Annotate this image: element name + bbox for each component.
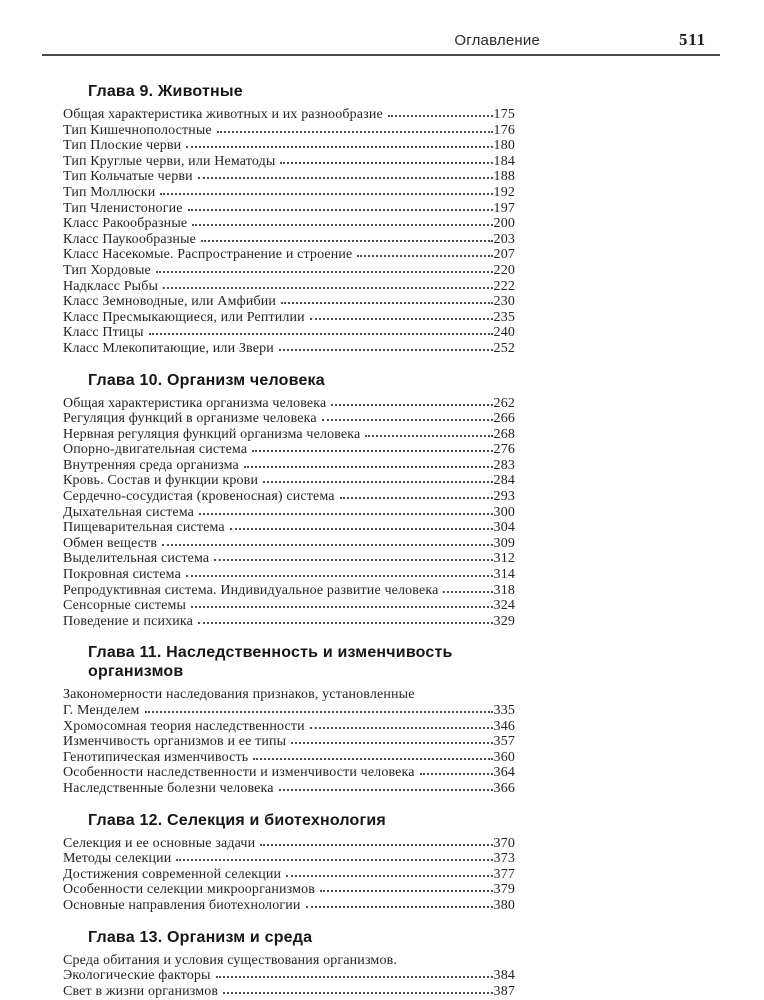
toc-entry	[63, 279, 515, 295]
entry-page-number: 276	[493, 442, 515, 458]
dot-leader	[192, 224, 492, 226]
entry-title: Тип Моллюски	[63, 184, 156, 200]
entry-title: Обмен веществ	[63, 535, 158, 551]
entry-title: Класс Земноводные, или Амфибии	[63, 294, 277, 310]
toc-entry	[63, 882, 515, 898]
entry-title: Тип Членистоногие	[63, 200, 183, 216]
entry-title: Генотипическая изменчивость	[63, 749, 249, 765]
entry-page-number: 346	[493, 718, 515, 734]
entry-page-number: 357	[493, 734, 515, 750]
dot-leader	[388, 115, 493, 117]
entry-title: Экологические факторы	[63, 968, 211, 984]
entry-page-number: 283	[493, 457, 515, 473]
dot-leader	[186, 575, 493, 577]
entry-title: Надкласс Рыбы	[63, 278, 159, 294]
toc-entry	[63, 310, 515, 326]
toc-entry	[63, 750, 515, 766]
dot-leader	[156, 271, 493, 273]
toc-entry	[63, 396, 515, 412]
toc-entry	[63, 201, 515, 217]
entry-title: Особенности наследственности и изменчивости человека	[63, 765, 415, 781]
chapter-entries	[63, 836, 515, 914]
entry-page-number: 387	[493, 983, 515, 999]
dot-leader	[217, 131, 493, 133]
entry-title: Тип Плоские черви	[63, 138, 182, 154]
entry-page-number: 207	[493, 247, 515, 263]
chapter-title-line: Глава 9. Животные	[88, 83, 243, 100]
toc-entry	[63, 984, 515, 1000]
entry-page-number: 384	[493, 968, 515, 984]
entry-title: Особенности селекции микроорганизмов	[63, 882, 316, 898]
entry-page-number: 252	[493, 340, 515, 356]
toc-entry	[63, 247, 515, 263]
dot-leader	[163, 287, 492, 289]
toc-entry	[63, 473, 515, 489]
chapter-title	[63, 811, 515, 830]
toc-entry	[63, 765, 515, 781]
dot-leader	[331, 404, 492, 406]
entry-page-number: 324	[493, 598, 515, 614]
entry-title: Регуляция функций в организме человека	[63, 411, 317, 427]
entry-title: Нервная регуляция функций организма человека	[63, 426, 361, 442]
entry-page-number: 314	[493, 567, 515, 583]
entry-title: Тип Хордовые	[63, 262, 151, 278]
dot-leader	[310, 318, 493, 320]
toc-entry	[63, 263, 515, 279]
dot-leader	[263, 481, 492, 483]
dot-leader	[281, 302, 493, 304]
toc-entry	[63, 123, 515, 139]
toc-entry	[63, 567, 515, 583]
dot-leader	[230, 528, 493, 530]
chapter-title-line: Глава 12. Селекция и биотехнология	[88, 811, 386, 829]
entry-title: Тип Круглые черви, или Нематоды	[63, 153, 276, 169]
entry-page-number: 197	[493, 200, 515, 216]
dot-leader	[253, 758, 492, 760]
toc-list	[63, 82, 515, 999]
dot-leader	[201, 240, 493, 242]
toc-entry	[63, 505, 515, 521]
dot-leader	[279, 349, 493, 351]
toc-chapter	[63, 82, 515, 357]
entry-title: Покровная система	[63, 567, 181, 583]
toc-entry	[63, 898, 515, 914]
toc-entry	[63, 583, 515, 599]
header-rule	[42, 54, 720, 56]
toc-entry	[63, 442, 515, 458]
toc-entry	[63, 458, 515, 474]
dot-leader	[176, 859, 492, 861]
toc-entry	[63, 968, 515, 984]
toc-entry	[63, 232, 515, 248]
chapter-title	[63, 928, 515, 947]
dot-leader	[443, 591, 492, 593]
toc-entry	[63, 867, 515, 883]
chapter-title-line: Глава 10. Организм человека	[88, 371, 325, 389]
entry-title: Методы селекции	[63, 851, 172, 867]
toc-chapter	[63, 371, 515, 630]
entry-page-number: 360	[493, 749, 515, 765]
entry-page-number: 266	[493, 411, 515, 427]
toc-entry	[63, 107, 515, 123]
toc-chapter	[63, 928, 515, 1000]
entry-title: Поведение и психика	[63, 613, 194, 629]
entry-title: Тип Кольчатые черви	[63, 169, 193, 185]
dot-leader	[198, 177, 493, 179]
entry-page-number: 262	[493, 395, 515, 411]
entry-page-number: 200	[493, 216, 515, 232]
entry-page-number: 175	[493, 107, 515, 122]
entry-page-number: 184	[493, 153, 515, 169]
toc-entry	[63, 427, 515, 443]
toc-entry	[63, 520, 515, 536]
toc-entry	[63, 734, 515, 750]
entry-page-number: 176	[493, 122, 515, 138]
entry-title: Внутренняя среда организма	[63, 457, 239, 473]
toc-entry	[63, 411, 515, 427]
dot-leader	[214, 559, 492, 561]
entry-title: Свет в жизни организмов	[63, 983, 219, 999]
entry-title: Класс Пресмыкающиеся, или Рептилии	[63, 309, 305, 325]
entry-page-number: 370	[493, 835, 515, 851]
toc-entry	[63, 294, 515, 310]
dot-leader	[279, 789, 493, 791]
entry-page-number: 309	[493, 535, 515, 551]
toc-entry	[63, 154, 515, 170]
entry-title: Выделительная система	[63, 551, 210, 567]
dot-leader	[322, 419, 493, 421]
chapter-entries	[63, 687, 515, 796]
entry-title: Кровь. Состав и функции крови	[63, 473, 259, 489]
dot-leader	[306, 906, 493, 908]
dot-leader	[162, 544, 492, 546]
chapter-title	[63, 82, 515, 101]
entry-title: Г. Менделем	[63, 703, 140, 718]
entry-title: Сердечно-сосудистая (кровеносная) система	[63, 489, 335, 505]
dot-leader	[216, 976, 493, 978]
dot-leader	[280, 162, 492, 164]
toc-entry	[63, 536, 515, 552]
dot-leader	[149, 333, 493, 335]
chapter-entries	[63, 396, 515, 630]
entry-page-number: 230	[493, 294, 515, 310]
dot-leader	[365, 435, 492, 437]
entry-title: Сенсорные системы	[63, 598, 187, 614]
dot-leader	[188, 209, 493, 211]
toc-entry	[63, 216, 515, 232]
chapter-title	[63, 371, 515, 390]
toc-entry	[63, 325, 515, 341]
entry-page-number: 335	[493, 703, 515, 718]
toc-entry	[63, 341, 515, 357]
dot-leader	[260, 844, 492, 846]
entry-page-number: 220	[493, 262, 515, 278]
entry-title: Хромосомная теория наследственности	[63, 718, 305, 734]
entry-page-number: 373	[493, 851, 515, 867]
entry-title: Достижения современной селекции	[63, 866, 282, 882]
toc-entry	[63, 185, 515, 201]
dot-leader	[244, 466, 493, 468]
toc-entry	[63, 836, 515, 852]
entry-page-number: 329	[493, 613, 515, 629]
toc-entry	[63, 703, 515, 719]
running-title: Оглавление	[454, 32, 540, 49]
entry-title: Репродуктивная система. Индивидуальное развитие человека	[63, 582, 439, 598]
dot-leader	[286, 875, 492, 877]
entry-page-number: 188	[493, 169, 515, 185]
dot-leader	[198, 622, 493, 624]
dot-leader	[199, 513, 492, 515]
entry-page-number: 180	[493, 138, 515, 154]
entry-title: Класс Насекомые. Распространение и строение	[63, 247, 353, 263]
entry-page-number: 203	[493, 231, 515, 247]
entry-title: Общая характеристика животных и их разнообразие	[63, 107, 383, 122]
entry-title: Класс Млекопитающие, или Звери	[63, 340, 274, 356]
chapter-title-line: Глава 13. Организм и среда	[88, 928, 313, 946]
entry-page-number: 312	[493, 551, 515, 567]
entry-title: Пищеварительная система	[63, 520, 225, 536]
entry-page-number: 293	[493, 489, 515, 505]
toc-entry	[63, 598, 515, 614]
entry-page-number: 379	[493, 882, 515, 898]
toc-entry	[63, 719, 515, 735]
dot-leader	[320, 890, 493, 892]
entry-title: Общая характеристика организма человека	[63, 395, 327, 411]
entry-page-number: 366	[493, 780, 515, 796]
dot-leader	[186, 146, 492, 148]
dot-leader	[357, 255, 492, 257]
dot-leader	[310, 727, 493, 729]
dot-leader	[340, 497, 493, 499]
entry-page-number: 284	[493, 473, 515, 489]
entry-title: Класс Птицы	[63, 325, 144, 341]
toc-entry	[63, 138, 515, 154]
toc-chapter	[63, 643, 515, 796]
dot-leader	[291, 742, 492, 744]
toc-entry	[63, 551, 515, 567]
entry-page-number: 364	[493, 765, 515, 781]
toc-entry	[63, 169, 515, 185]
entry-page-number: 235	[493, 309, 515, 325]
page-header	[42, 30, 720, 49]
dot-leader	[223, 992, 492, 994]
chapter-entries	[63, 107, 515, 357]
chapter-title	[63, 643, 515, 681]
entry-page-number: 380	[493, 897, 515, 913]
entry-first-line: Закономерности наследования признаков, установленные	[63, 687, 415, 703]
entry-page-number: 318	[493, 582, 515, 598]
page-number: 511	[679, 30, 706, 49]
entry-page-number: 377	[493, 866, 515, 882]
entry-page-number: 240	[493, 325, 515, 341]
chapter-title-line: организмов	[88, 663, 184, 681]
entry-page-number: 192	[493, 184, 515, 200]
entry-first-line: Среда обитания и условия существования организмов.	[63, 952, 398, 968]
entry-title: Дыхательная система	[63, 504, 195, 520]
entry-title: Тип Кишечнополостные	[63, 122, 212, 138]
toc-entry	[63, 489, 515, 505]
entry-title: Селекция и ее основные задачи	[63, 835, 256, 851]
dot-leader	[191, 606, 492, 608]
entry-title: Класс Паукообразные	[63, 231, 196, 247]
entry-title: Изменчивость организмов и ее типы	[63, 734, 287, 750]
entry-page-number: 304	[493, 520, 515, 536]
entry-title: Основные направления биотехнологии	[63, 897, 301, 913]
entry-title: Опорно-двигательная система	[63, 442, 248, 458]
toc-entry	[63, 781, 515, 797]
toc-entry	[63, 851, 515, 867]
chapter-title-line: Глава 11. Наследственность и изменчивость	[88, 644, 453, 662]
dot-leader	[160, 193, 492, 195]
dot-leader	[145, 711, 493, 713]
entry-page-number: 300	[493, 504, 515, 520]
entry-page-number: 268	[493, 426, 515, 442]
chapter-entries	[63, 953, 515, 1000]
dot-leader	[420, 773, 493, 775]
dot-leader	[252, 450, 492, 452]
entry-title: Класс Ракообразные	[63, 216, 188, 232]
entry-title: Наследственные болезни человека	[63, 780, 274, 796]
toc-entry	[63, 614, 515, 630]
toc-chapter	[63, 811, 515, 914]
entry-page-number: 222	[493, 278, 515, 294]
